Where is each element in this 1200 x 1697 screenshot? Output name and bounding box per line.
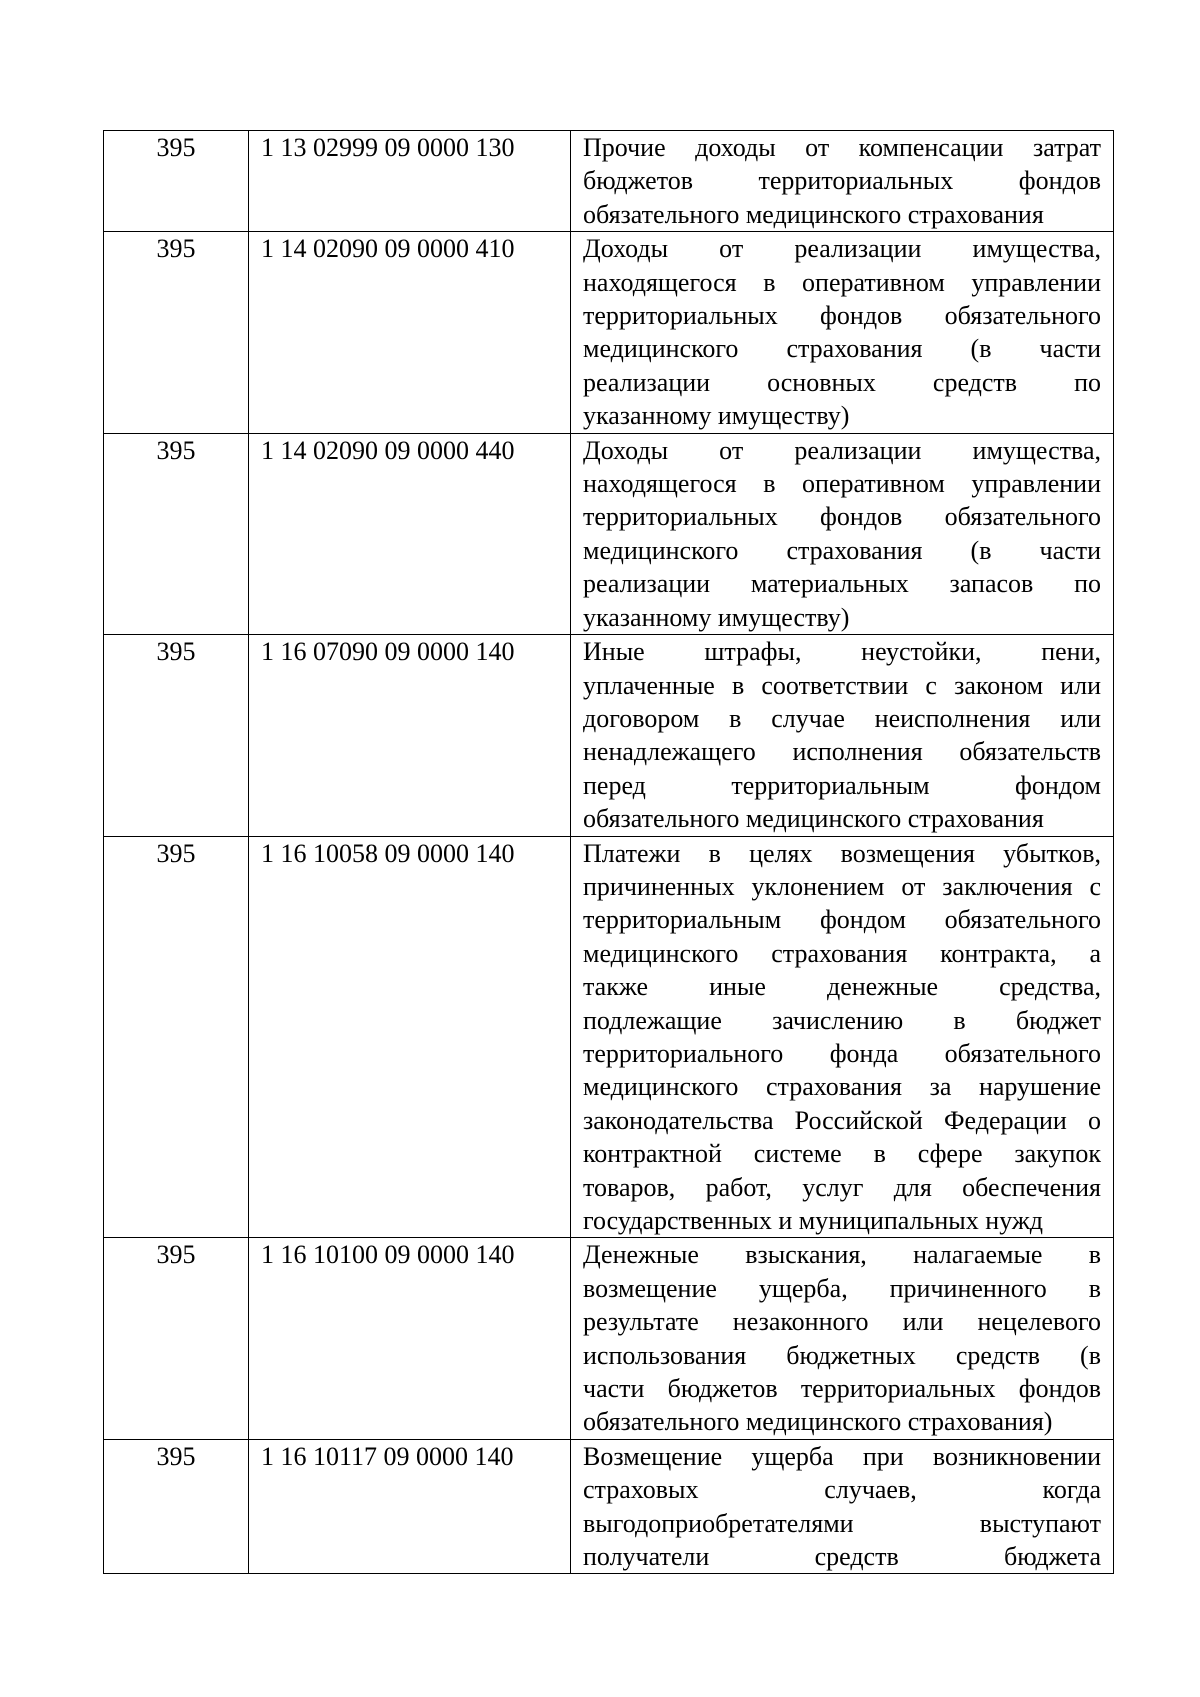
description-line: обязательного медицинского страхования — [583, 804, 1044, 834]
description-line: страховых случаев, когда — [583, 1475, 1101, 1505]
admin-code-cell: 395 — [104, 232, 249, 433]
revenue-description-cell — [571, 635, 1114, 836]
table-row — [104, 836, 1114, 1238]
description-line: причиненных уклонением от заключения с — [583, 871, 1101, 901]
admin-code-cell: 395 — [104, 433, 249, 634]
budget-classification-code-cell: 1 16 10117 09 0000 140 — [249, 1439, 571, 1574]
budget-classification-code-cell: 1 16 10100 09 0000 140 — [249, 1238, 571, 1439]
table-row — [104, 433, 1114, 634]
revenue-description-cell — [571, 232, 1114, 433]
description-line: находящегося в оперативном управлении — [583, 267, 1101, 297]
description-line: медицинского страхования за нарушение — [583, 1072, 1101, 1102]
budget-classification-code-cell: 1 13 02999 09 0000 130 — [249, 131, 571, 232]
revenue-description-cell — [571, 131, 1114, 232]
description-line: указанному имуществу) — [583, 401, 850, 431]
description-line: реализации основных средств по — [583, 367, 1101, 397]
description-line: находящегося в оперативном управлении — [583, 469, 1101, 499]
document-page — [103, 130, 1113, 1574]
description-line: товаров, работ, услуг для обеспечения — [583, 1172, 1101, 1202]
table-row — [104, 232, 1114, 433]
description-line: территориального фонда обязательного — [583, 1038, 1101, 1068]
description-line: контрактной системе в сфере закупок — [583, 1139, 1101, 1169]
budget-classification-code-cell: 1 14 02090 09 0000 440 — [249, 433, 571, 634]
table-row — [104, 1439, 1114, 1574]
description-line: использования бюджетных средств (в — [583, 1340, 1101, 1370]
revenue-description-cell — [571, 1238, 1114, 1439]
description-line: Возмещение ущерба при возникновении — [583, 1441, 1101, 1471]
description-line: медицинского страхования контракта, а — [583, 938, 1101, 968]
budget-classification-code-cell: 1 14 02090 09 0000 410 — [249, 232, 571, 433]
description-line: медицинского страхования (в части — [583, 334, 1101, 364]
admin-code-cell: 395 — [104, 836, 249, 1238]
description-line: возмещение ущерба, причиненного в — [583, 1273, 1101, 1303]
description-line: Иные штрафы, неустойки, пени, — [583, 637, 1101, 667]
description-line: перед территориальным фондом — [583, 770, 1101, 800]
description-line: территориальным фондом обязательного — [583, 905, 1101, 935]
description-line: указанному имуществу) — [583, 602, 850, 632]
description-line: реализации материальных запасов по — [583, 569, 1101, 599]
description-line: законодательства Российской Федерации о — [583, 1105, 1101, 1135]
table-row — [104, 131, 1114, 232]
budget-classification-code-cell: 1 16 07090 09 0000 140 — [249, 635, 571, 836]
admin-code-cell: 395 — [104, 1439, 249, 1574]
admin-code-cell: 395 — [104, 1238, 249, 1439]
revenue-description-cell — [571, 433, 1114, 634]
description-line: Доходы от реализации имущества, — [583, 234, 1101, 264]
description-line: результате незаконного или нецелевого — [583, 1307, 1101, 1337]
revenue-description-cell — [571, 836, 1114, 1238]
description-line: бюджетов территориальных фондов — [583, 166, 1101, 196]
description-line: уплаченные в соответствии с законом или — [583, 670, 1101, 700]
revenue-description-cell — [571, 1439, 1114, 1574]
description-line: Доходы от реализации имущества, — [583, 435, 1101, 465]
description-line: Денежные взыскания, налагаемые в — [583, 1240, 1101, 1270]
description-line: обязательного медицинского страхования — [583, 199, 1044, 229]
description-line: договором в случае неисполнения или — [583, 703, 1101, 733]
description-line: выгодоприобретателями выступают — [583, 1508, 1101, 1538]
description-line: государственных и муниципальных нужд — [583, 1206, 1044, 1235]
table-row — [104, 1238, 1114, 1439]
description-line: подлежащие зачислению в бюджет — [583, 1005, 1101, 1035]
description-line: ненадлежащего исполнения обязательств — [583, 737, 1101, 767]
budget-classification-code-cell: 1 16 10058 09 0000 140 — [249, 836, 571, 1238]
admin-code-cell: 395 — [104, 635, 249, 836]
description-line: обязательного медицинского страхования) — [583, 1407, 1053, 1437]
description-line: территориальных фондов обязательного — [583, 301, 1101, 331]
table-body — [104, 131, 1114, 1574]
description-line: части бюджетов территориальных фондов — [583, 1374, 1101, 1404]
table-row — [104, 635, 1114, 836]
description-line: территориальных фондов обязательного — [583, 502, 1101, 532]
admin-code-cell: 395 — [104, 131, 249, 232]
description-line: также иные денежные средства, — [583, 972, 1101, 1002]
description-line: медицинского страхования (в части — [583, 535, 1101, 565]
description-line: получатели средств бюджета — [583, 1542, 1101, 1572]
revenue-codes-table — [103, 130, 1114, 1574]
description-line: Прочие доходы от компенсации затрат — [583, 133, 1101, 162]
description-line: Платежи в целях возмещения убытков, — [583, 838, 1101, 868]
